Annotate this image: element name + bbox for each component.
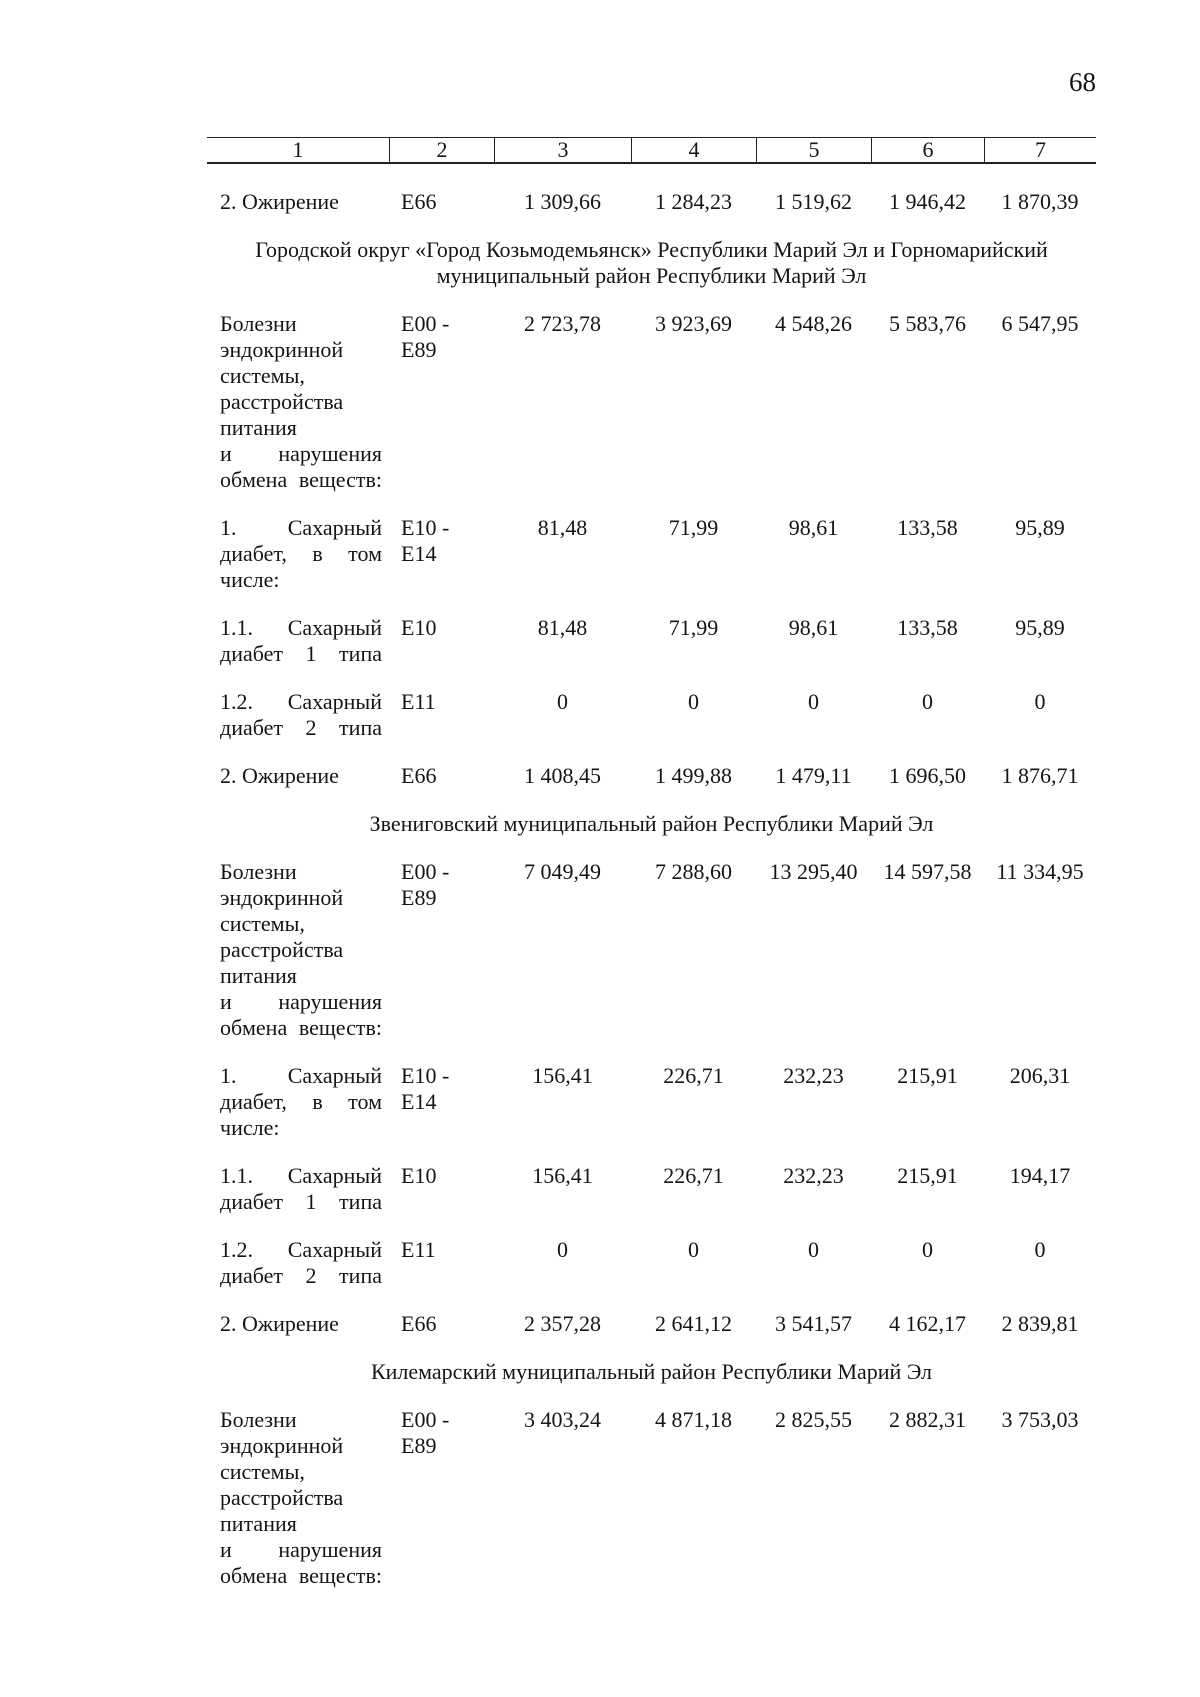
value-cell: 226,71 <box>663 1063 724 1088</box>
value-cell: 1 499,88 <box>655 763 732 788</box>
value-cell: 4 162,17 <box>889 1311 966 1336</box>
indicator-cell <box>207 615 389 667</box>
page-number: 68 <box>1069 67 1096 97</box>
icd-code-cell <box>389 615 494 641</box>
value-cell: 215,91 <box>897 1163 958 1188</box>
statistics-table <box>207 137 1096 1611</box>
table-row <box>207 615 1096 667</box>
value-cell: 7 049,49 <box>524 859 601 884</box>
indicator-label-line: Болезни <box>220 859 297 884</box>
table-row <box>207 689 1096 741</box>
value-cell: 1 870,39 <box>1001 189 1079 214</box>
value-cell: 3 923,69 <box>655 311 732 336</box>
indicator-label-line: 1. Сахарный <box>220 1063 382 1088</box>
icd-code-line: E89 <box>401 1433 437 1458</box>
value-cell: 1 696,50 <box>889 763 966 788</box>
table-section <box>207 1359 1096 1589</box>
indicator-label-line: и нарушения <box>220 989 382 1014</box>
value-cell: 1 309,66 <box>524 189 601 214</box>
value-cell: 81,48 <box>537 515 588 540</box>
indicator-label-line: питания <box>220 415 297 440</box>
value-cell: 3 753,03 <box>1001 1407 1079 1432</box>
section-title: Городской округ «Город Козьмодемьянск» Республики Марий Эл и Горномарийский муниципальный район Республики Марий Эл <box>255 237 1048 288</box>
table-row <box>207 311 1096 493</box>
icd-code-line: E14 <box>401 1089 437 1114</box>
indicator-label-line: обмена веществ: <box>220 467 382 492</box>
value-cell: 232,23 <box>783 1063 844 1088</box>
value-cell: 133,58 <box>897 515 958 540</box>
value-cell: 4 548,26 <box>775 311 852 336</box>
icd-code-line: E89 <box>401 885 437 910</box>
table-row <box>207 1063 1096 1141</box>
icd-code-line: E00 - <box>401 1407 450 1432</box>
value-cell: 215,91 <box>897 1063 958 1088</box>
value-cell: 206,31 <box>1009 1063 1071 1088</box>
indicator-label-line: системы, <box>220 363 305 388</box>
value-cell: 5 583,76 <box>889 311 966 336</box>
icd-code-line: E66 <box>401 189 437 214</box>
column-number: 6 <box>871 138 984 162</box>
icd-code-cell <box>389 189 494 215</box>
value-cell: 71,99 <box>668 615 719 640</box>
table-section <box>207 811 1096 1337</box>
table-row <box>207 1311 1096 1337</box>
table-row <box>207 515 1096 593</box>
indicator-label-line: системы, <box>220 1459 305 1484</box>
value-cell: 95,89 <box>1015 615 1065 640</box>
value-cell: 4 871,18 <box>655 1407 732 1432</box>
table-row <box>207 1163 1096 1215</box>
value-cell: 98,61 <box>788 515 839 540</box>
value-cell: 0 <box>1034 1237 1046 1262</box>
value-cell: 2 357,28 <box>524 1311 601 1336</box>
icd-code-line: E66 <box>401 1311 437 1336</box>
indicator-label-line: диабет 1 типа <box>220 1189 382 1214</box>
icd-code-line: E10 <box>401 615 437 640</box>
value-cell: 0 <box>808 689 819 714</box>
table-row <box>207 763 1096 789</box>
icd-code-line: E00 - <box>401 859 450 884</box>
value-cell: 14 597,58 <box>883 859 972 884</box>
value-cell: 95,89 <box>1015 515 1065 540</box>
indicator-label-line: числе: <box>220 567 280 592</box>
value-cell: 1 479,11 <box>775 763 852 788</box>
indicator-label-line: системы, <box>220 911 305 936</box>
indicator-cell <box>207 859 389 1041</box>
icd-code-cell <box>389 689 494 715</box>
icd-code-line: E11 <box>401 1237 436 1262</box>
icd-code-cell <box>389 1237 494 1263</box>
indicator-label-line: 1. Сахарный <box>220 515 382 540</box>
indicator-label-line: диабет 2 типа <box>220 1263 382 1288</box>
indicator-cell <box>207 1311 389 1337</box>
value-cell: 2 839,81 <box>1001 1311 1079 1336</box>
table-row <box>207 1237 1096 1289</box>
value-cell: 1 946,42 <box>889 189 966 214</box>
indicator-cell <box>207 1063 389 1141</box>
value-cell: 0 <box>557 689 568 714</box>
indicator-label-line: 1.2. Сахарный <box>220 689 382 714</box>
value-cell: 232,23 <box>783 1163 844 1188</box>
value-cell: 0 <box>688 689 699 714</box>
column-number: 7 <box>984 138 1096 162</box>
indicator-label-line: эндокринной <box>220 1433 344 1458</box>
table-row <box>207 189 1096 215</box>
value-cell: 2 882,31 <box>889 1407 966 1432</box>
indicator-label-line: диабет 1 типа <box>220 641 382 666</box>
table-row <box>207 859 1096 1041</box>
value-cell: 0 <box>922 689 933 714</box>
indicator-cell <box>207 311 389 493</box>
icd-code-line: E11 <box>401 689 436 714</box>
table-header-row <box>207 137 1096 164</box>
indicator-cell <box>207 1237 389 1289</box>
indicator-label-line: 1.1. Сахарный <box>220 615 382 640</box>
value-cell: 0 <box>688 1237 699 1262</box>
value-cell: 1 519,62 <box>775 189 852 214</box>
value-cell: 0 <box>808 1237 819 1262</box>
indicator-label-line: диабет, в том <box>220 541 382 566</box>
indicator-label-line: расстройства <box>220 389 344 414</box>
value-cell: 11 334,95 <box>996 859 1084 884</box>
value-cell: 13 295,40 <box>769 859 858 884</box>
value-cell: 7 288,60 <box>655 859 732 884</box>
value-cell: 133,58 <box>897 615 958 640</box>
value-cell: 98,61 <box>788 615 839 640</box>
section-title: Звениговский муниципальный район Республики Марий Эл <box>369 811 934 836</box>
section-title: Килемарский муниципальный район Республики Марий Эл <box>370 1359 933 1384</box>
indicator-label-line: расстройства <box>220 1485 344 1510</box>
value-cell: 0 <box>557 1237 568 1262</box>
indicator-cell <box>207 189 389 215</box>
column-number: 3 <box>494 138 631 162</box>
icd-code-cell <box>389 1311 494 1337</box>
indicator-label-line: Болезни <box>220 311 297 336</box>
indicator-label-line: числе: <box>220 1115 280 1140</box>
indicator-label-line: эндокринной <box>220 337 344 362</box>
icd-code-cell <box>389 1407 494 1459</box>
value-cell: 194,17 <box>1009 1163 1071 1188</box>
icd-code-cell <box>389 763 494 789</box>
indicator-cell <box>207 689 389 741</box>
indicator-cell <box>207 763 389 789</box>
indicator-label-line: обмена веществ: <box>220 1015 382 1040</box>
icd-code-line: E10 - <box>401 1063 450 1088</box>
icd-code-line: E00 - <box>401 311 450 336</box>
indicator-label-line: эндокринной <box>220 885 344 910</box>
value-cell: 1 408,45 <box>524 763 601 788</box>
indicator-label-line: и нарушения <box>220 441 382 466</box>
indicator-label-line: 2. Ожирение <box>220 763 339 788</box>
value-cell: 2 825,55 <box>775 1407 852 1432</box>
table-section <box>207 237 1096 789</box>
indicator-label-line: питания <box>220 1511 297 1536</box>
indicator-label-line: диабет, в том <box>220 1089 382 1114</box>
indicator-label-line: Болезни <box>220 1407 297 1432</box>
column-number: 5 <box>756 138 871 162</box>
icd-code-line: E66 <box>401 763 437 788</box>
indicator-cell <box>207 515 389 593</box>
icd-code-line: E14 <box>401 541 437 566</box>
icd-code-cell <box>389 311 494 363</box>
value-cell: 2 723,78 <box>524 311 601 336</box>
indicator-label-line: 2. Ожирение <box>220 1311 339 1336</box>
indicator-label-line: 1.2. Сахарный <box>220 1237 382 1262</box>
value-cell: 1 876,71 <box>1001 763 1079 788</box>
icd-code-cell <box>389 515 494 567</box>
icd-code-line: E10 - <box>401 515 450 540</box>
value-cell: 156,41 <box>532 1063 593 1088</box>
column-number: 2 <box>389 138 494 162</box>
icd-code-cell <box>389 859 494 911</box>
indicator-cell <box>207 1163 389 1215</box>
value-cell: 156,41 <box>532 1163 593 1188</box>
icd-code-line: E10 <box>401 1163 437 1188</box>
value-cell: 6 547,95 <box>1001 311 1079 336</box>
indicator-label-line: диабет 2 типа <box>220 715 382 740</box>
column-number: 1 <box>292 137 304 162</box>
indicator-label-line: 2. Ожирение <box>220 189 339 214</box>
icd-code-cell <box>389 1163 494 1189</box>
value-cell: 0 <box>1034 689 1046 714</box>
indicator-label-line: питания <box>220 963 297 988</box>
value-cell: 3 541,57 <box>775 1311 852 1336</box>
indicator-label-line: 1.1. Сахарный <box>220 1163 382 1188</box>
table-body <box>207 189 1096 1589</box>
value-cell: 71,99 <box>668 515 719 540</box>
icd-code-cell <box>389 1063 494 1115</box>
value-cell: 1 284,23 <box>655 189 732 214</box>
value-cell: 226,71 <box>663 1163 724 1188</box>
value-cell: 81,48 <box>537 615 588 640</box>
indicator-label-line: обмена веществ: <box>220 1563 382 1588</box>
value-cell: 2 641,12 <box>655 1311 732 1336</box>
indicator-label-line: расстройства <box>220 937 344 962</box>
table-row <box>207 1407 1096 1589</box>
indicator-label-line: и нарушения <box>220 1537 382 1562</box>
value-cell: 0 <box>922 1237 933 1262</box>
indicator-cell <box>207 1407 389 1589</box>
value-cell: 3 403,24 <box>524 1407 601 1432</box>
icd-code-line: E89 <box>401 337 437 362</box>
column-number: 4 <box>631 138 756 162</box>
